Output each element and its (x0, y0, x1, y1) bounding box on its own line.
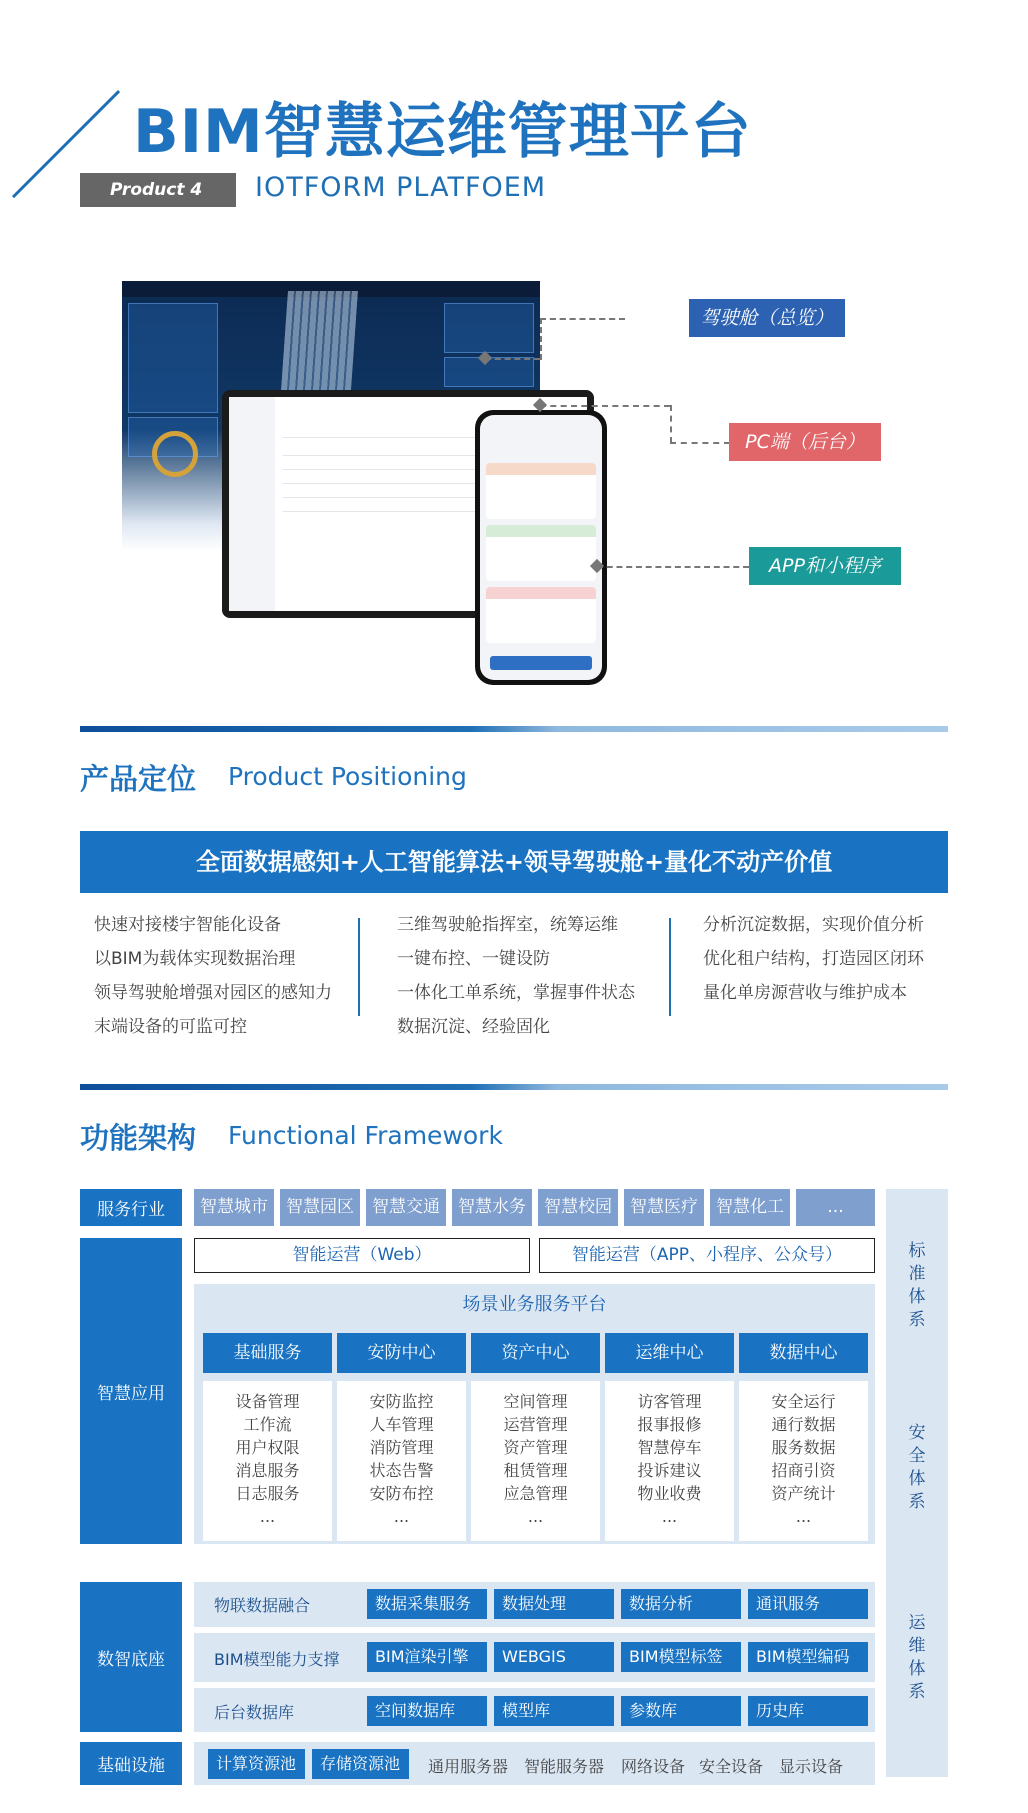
list-item: 用户权限 (235, 1438, 300, 1457)
base-chip: 数据分析 (621, 1589, 741, 1619)
list-item: 一键布控、一键设防 (397, 949, 550, 969)
infra-item: 通用服务器 (428, 1757, 509, 1776)
list-item: 量化单房源营收与维护成本 (703, 983, 907, 1003)
list-item: 安防监控 (369, 1392, 434, 1411)
list-item: 分析沉淀数据，实现价值分析 (703, 915, 924, 935)
list-item: 工作流 (243, 1415, 292, 1434)
section-rule (80, 1084, 948, 1090)
list-item: 应急管理 (503, 1484, 568, 1503)
base-chip: 空间数据库 (367, 1696, 487, 1726)
center-header: 资产中心 (471, 1333, 600, 1373)
industry-chip: 智慧城市 (194, 1189, 274, 1226)
side-system-standard (886, 1240, 948, 1332)
connector-cockpit (540, 318, 625, 360)
divider (358, 918, 360, 1016)
list-item: 通行数据 (771, 1415, 836, 1434)
list-item: ... (259, 1507, 276, 1526)
list-item: ... (795, 1507, 812, 1526)
center-header: 数据中心 (739, 1333, 868, 1373)
infra-chip: 计算资源池 (208, 1749, 305, 1779)
list-item: 领导驾驶舱增强对园区的感知力 (94, 983, 332, 1003)
row-label-apps: 智慧应用 (80, 1238, 182, 1544)
infra-item: 安全设备 (699, 1757, 764, 1776)
row-label-base: 数智底座 (80, 1582, 182, 1732)
list-item: 报事报修 (637, 1415, 702, 1434)
base-row-label: BIM模型能力支撑 (214, 1650, 340, 1669)
callout-pc: PC端（后台） (729, 423, 881, 461)
framework-title-en: Functional Framework (228, 1121, 503, 1150)
list-item: 数据沉淀、经验固化 (397, 1017, 550, 1037)
infra-chip: 存储资源池 (312, 1749, 409, 1779)
list-item: 空间管理 (503, 1392, 568, 1411)
center-header: 安防中心 (337, 1333, 466, 1373)
ops-web-box: 智能运营（Web） (194, 1238, 530, 1273)
center-list-data (739, 1381, 868, 1541)
list-item: 人车管理 (369, 1415, 434, 1434)
connector-pc (540, 405, 670, 407)
positioning-title: 产品定位 (80, 762, 197, 796)
list-item: 访客管理 (637, 1392, 702, 1411)
page-title: BIM智慧运维管理平台 (133, 97, 752, 167)
base-chip: 数据采集服务 (367, 1589, 487, 1619)
center-list-security (337, 1381, 466, 1541)
positioning-col-3 (703, 908, 924, 1010)
row-label-infra: 基础设施 (80, 1742, 182, 1785)
center-list-basic (203, 1381, 332, 1541)
infra-item: 显示设备 (779, 1757, 844, 1776)
base-chip: 通讯服务 (748, 1589, 868, 1619)
list-item: 智慧停车 (637, 1438, 702, 1457)
list-item: 安防布控 (369, 1484, 434, 1503)
list-item: 消息服务 (235, 1461, 300, 1480)
row-label-industry: 服务行业 (80, 1189, 182, 1226)
center-list-ops (605, 1381, 734, 1541)
list-item: ... (527, 1507, 544, 1526)
base-chip: BIM模型编码 (748, 1642, 868, 1672)
list-item: 末端设备的可监可控 (94, 1017, 247, 1037)
base-row-label: 后台数据库 (214, 1703, 295, 1722)
industry-chip: 智慧医疗 (624, 1189, 704, 1226)
center-header: 基础服务 (203, 1333, 332, 1373)
base-chip: BIM模型标签 (621, 1642, 741, 1672)
list-item: 一体化工单系统，掌握事件状态 (397, 983, 635, 1003)
section-rule (80, 726, 948, 732)
side-system-ops (886, 1612, 948, 1704)
base-chip: 历史库 (748, 1696, 868, 1726)
positioning-banner: 全面数据感知+人工智能算法+领导驾驶舱+量化不动产价值 (80, 831, 948, 893)
list-item: ... (393, 1507, 410, 1526)
list-item: 快速对接楼宇智能化设备 (94, 915, 281, 935)
platform-title: 场景业务服务平台 (462, 1294, 607, 1315)
list-item: 安全运行 (771, 1392, 836, 1411)
positioning-col-2 (397, 908, 635, 1044)
list-item: 物业收费 (637, 1484, 702, 1503)
base-chip: 数据处理 (494, 1589, 614, 1619)
list-item: 运营管理 (503, 1415, 568, 1434)
divider (669, 918, 671, 1016)
list-item: 以BIM为载体实现数据治理 (94, 949, 296, 969)
list-item: 投诉建议 (637, 1461, 702, 1480)
list-item: 设备管理 (235, 1392, 300, 1411)
callout-app: APP和小程序 (749, 547, 901, 585)
positioning-col-1 (94, 908, 332, 1044)
app-screenshot (475, 410, 607, 685)
page-subtitle: IOTFORM PLATFOEM (255, 172, 547, 203)
base-row-label: 物联数据融合 (214, 1596, 311, 1615)
center-list-asset (471, 1381, 600, 1541)
infra-item: 网络设备 (621, 1757, 686, 1776)
industry-chip: 智慧化工 (710, 1189, 790, 1226)
list-item: 资产管理 (503, 1438, 568, 1457)
list-item: 三维驾驶舱指挥室，统筹运维 (397, 915, 618, 935)
callout-cockpit: 驾驶舱（总览） (689, 299, 845, 337)
industry-chip: ... (796, 1189, 875, 1226)
list-item: 资产统计 (771, 1484, 836, 1503)
list-item: 优化租户结构，打造园区闭环 (703, 949, 924, 969)
list-item: 消防管理 (369, 1438, 434, 1457)
infra-item: 智能服务器 (524, 1757, 605, 1776)
industry-chip: 智慧水务 (452, 1189, 532, 1226)
industry-chip: 智慧园区 (280, 1189, 360, 1226)
industry-chip: 智慧校园 (538, 1189, 618, 1226)
base-chip: WEBGIS (494, 1642, 614, 1672)
industry-chip: 智慧交通 (366, 1189, 446, 1226)
base-chip: 模型库 (494, 1696, 614, 1726)
framework-title: 功能架构 (80, 1121, 197, 1155)
list-item: 状态告警 (369, 1461, 434, 1480)
product-tag: Product 4 (80, 173, 236, 207)
ops-app-box: 智能运营（APP、小程序、公众号） (539, 1238, 875, 1273)
list-item: 租赁管理 (503, 1461, 568, 1480)
base-chip: 参数库 (621, 1696, 741, 1726)
side-system-security (886, 1422, 948, 1514)
base-chip: BIM渲染引擎 (367, 1642, 487, 1672)
list-item: 服务数据 (771, 1438, 836, 1457)
side-system-label: 标准体系 (908, 1241, 926, 1330)
list-item: ... (661, 1507, 678, 1526)
list-item: 日志服务 (235, 1484, 300, 1503)
connector-app (597, 566, 749, 568)
positioning-title-en: Product Positioning (228, 762, 467, 791)
side-system-label: 运维体系 (908, 1613, 926, 1702)
center-header: 运维中心 (605, 1333, 734, 1373)
side-system-label: 安全体系 (908, 1423, 926, 1512)
list-item: 招商引资 (771, 1461, 836, 1480)
